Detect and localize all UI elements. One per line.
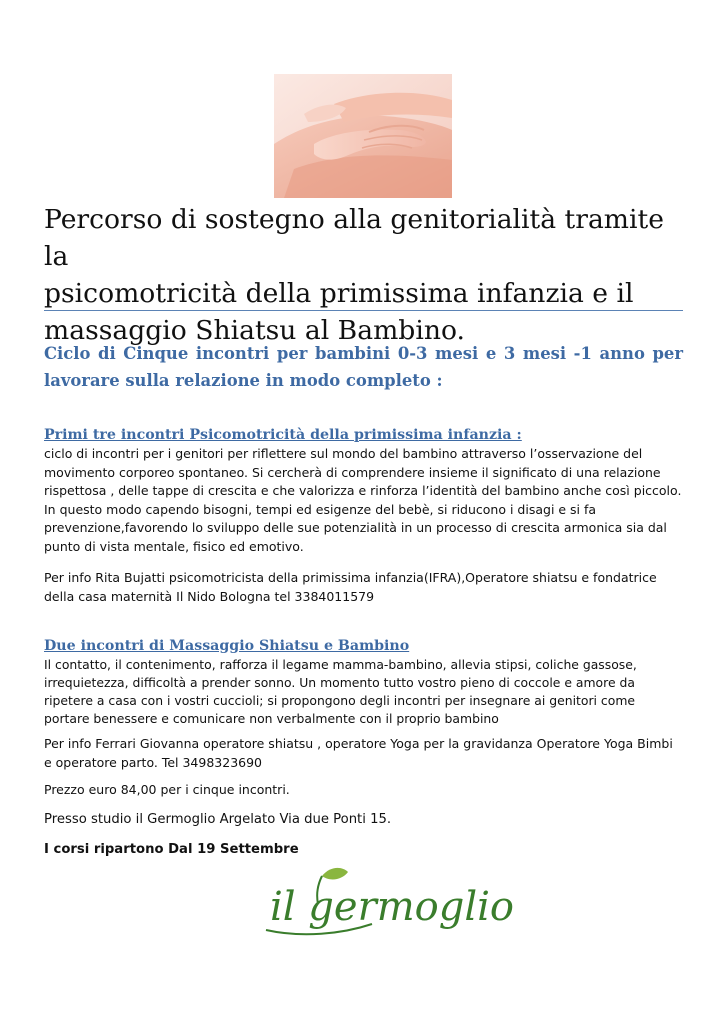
title-divider (44, 310, 683, 311)
title-line-2: psicomotricità della primissima infanzia e il (44, 278, 634, 309)
title-line-3: massaggio Shiatsu al Bambino. (44, 315, 465, 346)
price-line: Prezzo euro 84,00 per i cinque incontri. (44, 782, 290, 797)
baby-hand-photo (274, 74, 452, 198)
section-1-contact: Per info Rita Bujatti psicomotricista della primissima infanzia(IFRA),Operatore shiatsu e fondatrice della casa maternità Il Nido Bologna tel 3384011579 (44, 570, 657, 604)
restart-date-line: I corsi ripartono Dal 19 Settembre (44, 842, 299, 857)
subtitle: Ciclo di Cinque incontri per bambini 0-3 mesi e 3 mesi -1 anno per lavorare sulla relazione in modo completo : (44, 344, 683, 390)
title-line-1: Percorso di sostegno alla genitorialità tramite la (44, 204, 664, 272)
section-1-body: ciclo di incontri per i genitori per riflettere sul mondo del bambino attraverso l’osservazione del movimento corporeo spontaneo. Si cercherà di comprendere insieme il significato di una relazione rispettosa , delle tappe di crescita e che valorizza e rinforza l’identità del bambino anche così piccolo. In questo modo capendo bisogni, tempi ed esigenze del bebè, si riducono i disagi e si fa prevenzione,favorendo lo sviluppo delle sue potenzialità in un processo di crescita armonica sia dal punto di vista mentale, fisico ed emotivo. (44, 446, 682, 554)
page-title (44, 201, 694, 349)
logo-wordmark: il germoglio (270, 884, 514, 930)
section-1-heading: Primi tre incontri Psicomotricità della primissima infanzia : (44, 427, 522, 443)
section-2-body: Il contatto, il contenimento, rafforza il legame mamma-bambino, allevia stipsi, coliche gassose, irrequietezza, difficoltà a prender sonno. Un momento tutto vostro pieno di coccole e amore da ripetere a casa con i vostri cuccioli; si propongono degli incontri per insegnare ai genitori come portare benessere e comunicare non verbalmente con il proprio bambino (44, 657, 637, 726)
section-2-heading: Due incontri di Massaggio Shiatsu e Bambino (44, 638, 410, 654)
location-line: Presso studio il Germoglio Argelato Via due Ponti 15. (44, 812, 392, 827)
germoglio-logo (262, 864, 514, 942)
section-2-contact: Per info Ferrari Giovanna operatore shiatsu , operatore Yoga per la gravidanza Operatore Yoga Bimbi e operatore parto. Tel 3498323690 (44, 736, 673, 770)
leaf-icon (322, 868, 348, 880)
